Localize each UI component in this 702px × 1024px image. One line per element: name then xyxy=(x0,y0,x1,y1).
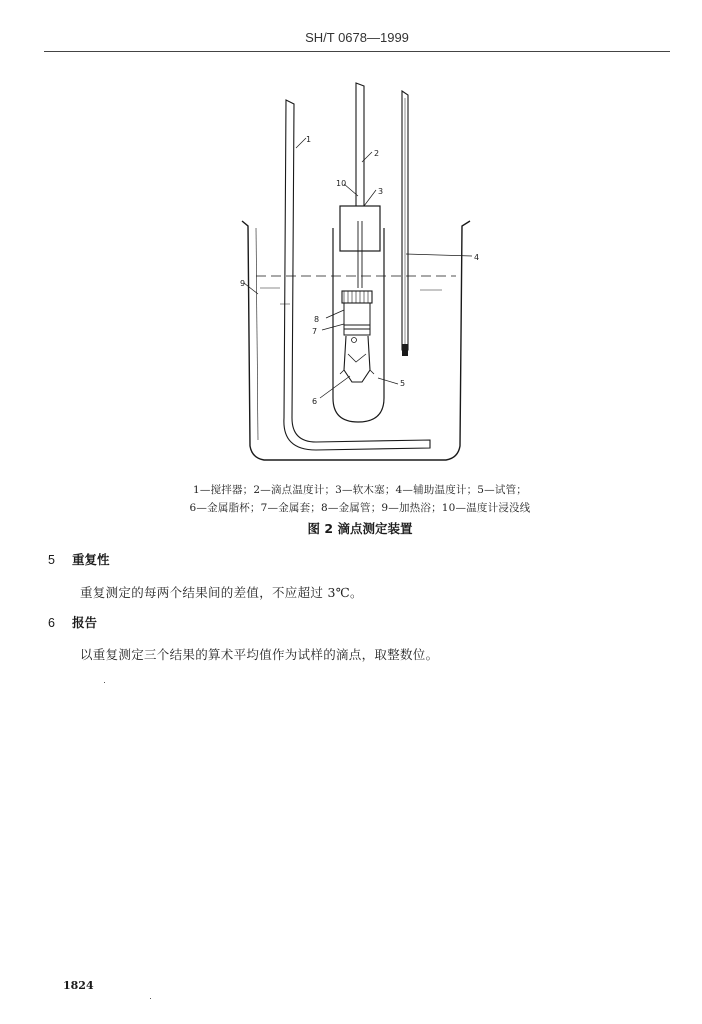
figure-legend-line-1: 1—搅拌器；2—滴点温度计；3—软木塞；4—辅助温度计；5—试管； xyxy=(192,484,527,496)
section-5-number: 5 xyxy=(48,553,55,567)
header-rule xyxy=(44,51,670,52)
callout-8: 8 xyxy=(314,315,320,324)
callout-9: 9 xyxy=(240,279,246,288)
callout-6: 6 xyxy=(312,397,318,406)
figure-caption: 图 2 滴点测定装置 xyxy=(307,521,413,536)
section-6-title: 报告 xyxy=(72,615,98,630)
callout-7: 7 xyxy=(312,327,318,336)
scan-speck xyxy=(104,682,105,683)
drop-point-apparatus-diagram xyxy=(220,78,490,470)
drop-point-thermometer xyxy=(356,83,364,206)
section-5-text: 重复测定的每两个结果间的差值，不应超过 3℃。 xyxy=(80,585,363,600)
callout-2: 2 xyxy=(374,149,380,158)
callout-10: 10 xyxy=(336,179,347,188)
heating-bath-beaker xyxy=(242,221,470,460)
section-5-title: 重复性 xyxy=(72,552,110,567)
callout-3: 3 xyxy=(378,187,384,196)
page-number: 1824 xyxy=(63,979,94,992)
section-6-number: 6 xyxy=(48,616,55,630)
metal-grease-cup xyxy=(344,336,370,382)
standard-code: SH/T 0678—1999 xyxy=(305,30,409,45)
callout-4: 4 xyxy=(474,253,480,262)
callout-5: 5 xyxy=(400,379,406,388)
section-6-heading xyxy=(48,613,97,631)
callout-1: 1 xyxy=(306,135,312,144)
figure-legend-line-2: 6—金属脂杯；7—金属套；8—金属管；9—加热浴；10—温度计浸没线 xyxy=(189,502,531,514)
section-6-text: 以重复测定三个结果的算术平均值作为试样的滴点，取整数位。 xyxy=(80,647,439,662)
metal-tube xyxy=(342,291,372,303)
section-5-heading xyxy=(48,550,110,568)
cork-stopper xyxy=(340,206,380,251)
scan-speck xyxy=(150,998,151,999)
